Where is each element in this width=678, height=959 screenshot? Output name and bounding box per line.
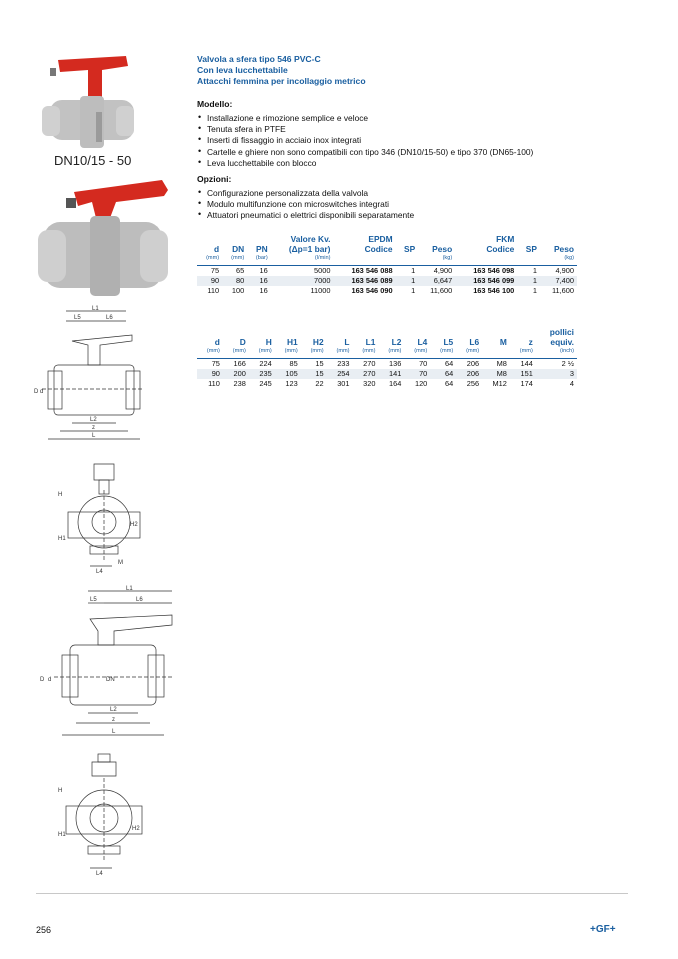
- cell: 136: [389, 358, 402, 368]
- cell: 64: [430, 369, 456, 379]
- col-header: Peso (kg): [432, 244, 453, 261]
- cell: 245: [259, 379, 272, 389]
- footer-divider: [36, 893, 628, 894]
- cell: 163 546 088: [351, 265, 393, 275]
- cell: 270: [353, 369, 379, 379]
- col-header: d (mm): [206, 337, 220, 354]
- table-row: [197, 369, 577, 379]
- cell: 270: [363, 358, 376, 368]
- col-header: L4 (mm): [414, 337, 428, 354]
- table-row: [197, 276, 577, 286]
- cell: 80: [222, 276, 247, 286]
- cell: 85: [289, 358, 298, 368]
- cell: 301: [337, 379, 350, 389]
- col-header: SP: [404, 244, 416, 254]
- col-header: L1 (mm): [362, 337, 376, 354]
- cell: 151: [510, 369, 536, 379]
- col-header: M: [499, 337, 507, 347]
- cell: 110: [207, 286, 220, 296]
- cell: 1: [532, 286, 537, 296]
- opzioni-list: [197, 188, 414, 222]
- codes-table-header: [197, 234, 577, 262]
- col-header: D (mm): [232, 337, 246, 354]
- gf-logo: +GF+: [590, 924, 616, 935]
- label-D: D: [34, 389, 39, 395]
- cell: 144: [520, 358, 533, 368]
- label-L-2: L: [112, 729, 116, 735]
- modello-item: • Inserti di fissaggio in acciaio inox integrati: [197, 135, 533, 146]
- cell: 1: [517, 276, 540, 286]
- col-header: z (mm): [519, 337, 533, 354]
- cell: 15: [301, 369, 327, 379]
- col-header: Peso (kg): [553, 244, 574, 261]
- label-L6-2: L6: [136, 597, 143, 603]
- label-z: z: [92, 425, 95, 431]
- col-header: H1 (mm): [284, 337, 298, 354]
- cell: 15: [315, 358, 324, 368]
- col-header: L6 (mm): [466, 337, 480, 354]
- cell: 75: [211, 358, 220, 368]
- cell: 224: [259, 358, 272, 368]
- cell: M12: [492, 379, 507, 389]
- cell: 163 546 098: [473, 265, 515, 275]
- cell: 166: [233, 358, 246, 368]
- valve-photo-large: [36, 178, 176, 300]
- cell: 233: [337, 358, 350, 368]
- title-line-1: Valvola a sfera tipo 546 PVC-C: [197, 54, 321, 64]
- cell: 22: [315, 379, 324, 389]
- table-row: [197, 286, 577, 296]
- cell: 110: [208, 379, 220, 389]
- label-M: M: [118, 560, 123, 566]
- cell: 254: [327, 369, 353, 379]
- cell: 64: [444, 358, 454, 368]
- col-header: H (mm): [258, 337, 272, 354]
- modello-item: • Tenuta sfera in PTFE: [197, 124, 533, 135]
- table-row: [197, 379, 577, 389]
- cell: 320: [363, 379, 376, 389]
- col-header: d (mm): [206, 244, 220, 261]
- label-L5-2: L5: [90, 597, 97, 603]
- valve-photo-caption: DN10/15 - 50: [54, 153, 132, 168]
- col-header: FKM Codice: [486, 234, 515, 254]
- title-line-3: Attacchi femmina per incollaggio metrico: [197, 76, 366, 87]
- codes-table: [197, 234, 577, 297]
- modello-heading: Modello:: [197, 99, 233, 109]
- opzioni-item: • Modulo multifunzione con microswitches integrati: [197, 199, 414, 210]
- technical-drawing-side-view-1: [32, 305, 152, 445]
- cell: 163 546 089: [333, 276, 395, 286]
- technical-drawing-front-view-1: [54, 460, 154, 575]
- col-header: pollici equiv. (inch): [549, 327, 574, 354]
- col-header: L (mm): [336, 337, 350, 354]
- cell: 6,647: [418, 276, 455, 286]
- label-L2-2: L2: [110, 707, 117, 713]
- opzioni-heading: Opzioni:: [197, 174, 232, 184]
- modello-item: • Leva lucchettabile con blocco: [197, 158, 533, 169]
- opzioni-item: • Configurazione personalizzata della valvola: [197, 188, 414, 199]
- modello-item: • Installazione e rimozione semplice e veloce: [197, 113, 533, 124]
- technical-drawing-side-view-2: [32, 585, 182, 745]
- cell: 105: [275, 369, 301, 379]
- label-DN: DN: [106, 677, 115, 683]
- label-z-2: z: [112, 717, 115, 723]
- cell: M8: [482, 369, 510, 379]
- cell: 123: [285, 379, 298, 389]
- dimensions-table: [197, 327, 577, 390]
- cell: M8: [496, 358, 507, 368]
- label-H1-2: H1: [58, 832, 66, 838]
- cell: 235: [249, 369, 275, 379]
- cell: 4,900: [555, 265, 574, 275]
- cell: 4: [569, 379, 574, 389]
- cell: 1: [396, 276, 419, 286]
- cell: 206: [456, 369, 482, 379]
- cell: 11,600: [430, 286, 453, 296]
- cell: 90: [197, 276, 222, 286]
- label-L6: L6: [106, 315, 113, 321]
- label-H2-2: H2: [132, 826, 140, 832]
- page-number: 256: [36, 925, 52, 935]
- label-L1-2: L1: [126, 586, 133, 592]
- col-header: SP: [525, 244, 537, 254]
- cell: 1: [411, 265, 416, 275]
- col-header: L2 (mm): [388, 337, 402, 354]
- table-row: [197, 358, 577, 369]
- label-D-2: D: [40, 677, 45, 683]
- cell: 75: [210, 265, 220, 275]
- cell: 256: [466, 379, 480, 389]
- col-header: Valore Kv. (Δp=1 bar) (l/min): [288, 234, 331, 261]
- cell: 238: [233, 379, 246, 389]
- cell: 7000: [271, 276, 334, 286]
- cell: 120: [414, 379, 428, 389]
- col-header: EPDM Codice: [364, 234, 393, 254]
- cell: 163 546 090: [351, 286, 393, 296]
- col-header: H2 (mm): [310, 337, 324, 354]
- cell: 11,600: [551, 286, 574, 296]
- cell: 16: [259, 286, 268, 296]
- cell: 64: [444, 379, 454, 389]
- cell: 65: [235, 265, 245, 275]
- table-row: [197, 265, 577, 276]
- title-line-2: Con leva lucchettabile: [197, 65, 288, 76]
- col-header: PN (bar): [255, 244, 268, 261]
- label-H-2: H: [58, 788, 63, 794]
- label-L4: L4: [96, 569, 103, 575]
- technical-drawing-front-view-2: [54, 752, 154, 877]
- cell: 2 ½: [561, 358, 574, 368]
- cell: 100: [231, 286, 245, 296]
- col-header: L5 (mm): [440, 337, 454, 354]
- label-H2: H2: [130, 522, 138, 528]
- cell: 7,400: [540, 276, 577, 286]
- label-L1: L1: [92, 306, 99, 312]
- opzioni-item: • Attuatori pneumatici o elettrici disponibili separatamente: [197, 210, 414, 221]
- cell: 200: [223, 369, 249, 379]
- cell: 206: [466, 358, 480, 368]
- cell: 1: [411, 286, 416, 296]
- cell: 70: [419, 358, 428, 368]
- cell: 4,900: [433, 265, 453, 275]
- label-L4-2: L4: [96, 871, 103, 877]
- label-d-2: d: [48, 677, 52, 683]
- cell: 3: [536, 369, 577, 379]
- label-L: L: [92, 433, 96, 439]
- cell: 16: [259, 265, 268, 275]
- cell: 70: [404, 369, 430, 379]
- cell: 1: [532, 265, 537, 275]
- cell: 11000: [310, 286, 331, 296]
- label-H: H: [58, 492, 63, 498]
- cell: 90: [197, 369, 223, 379]
- cell: 16: [247, 276, 270, 286]
- label-L2: L2: [90, 417, 97, 423]
- product-title: [197, 54, 366, 88]
- label-H1: H1: [58, 536, 66, 542]
- label-d: d: [40, 389, 44, 395]
- cell: 163 546 099: [455, 276, 517, 286]
- modello-list: [197, 113, 533, 169]
- cell: 163 546 100: [473, 286, 515, 296]
- label-L5: L5: [74, 315, 81, 321]
- cell: 174: [520, 379, 533, 389]
- modello-item: • Cartelle e ghiere non sono compatibili con tipo 346 (DN10/15-50) e tipo 370 (DN65-100): [197, 147, 533, 158]
- cell: 5000: [314, 265, 331, 275]
- dimensions-table-header: [197, 327, 577, 355]
- cell: 164: [389, 379, 402, 389]
- cell: 141: [378, 369, 404, 379]
- col-header: DN (mm): [231, 244, 245, 261]
- valve-photo-small: [36, 52, 141, 152]
